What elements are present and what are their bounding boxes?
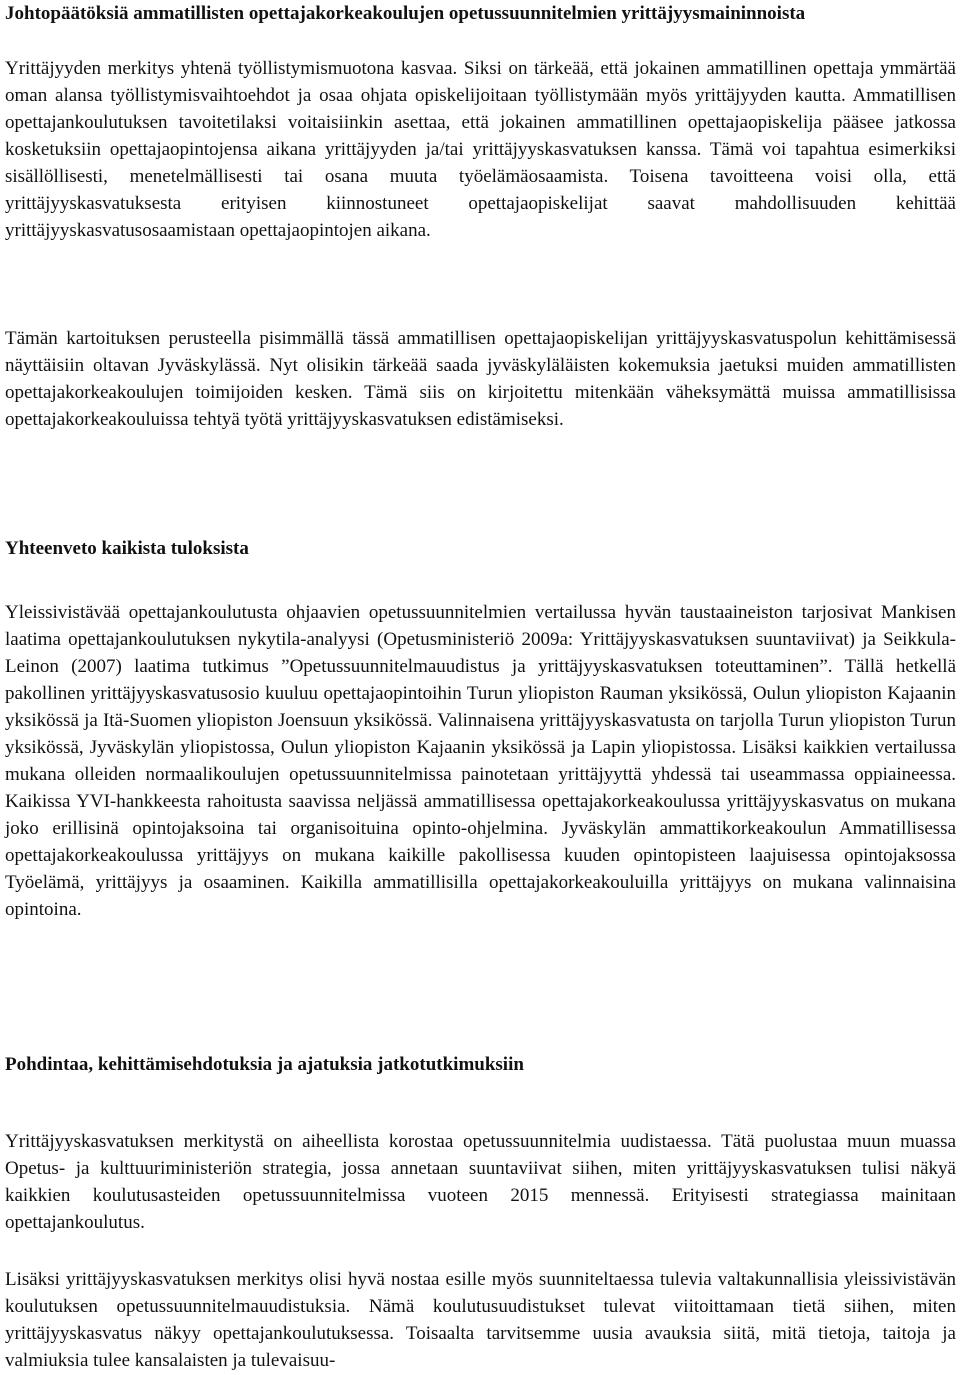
section-heading-discussion: Pohdintaa, kehittämisehdotuksia ja ajatuksia jatkotutkimuksiin: [5, 1054, 524, 1075]
paragraph-conclusions-2: Tämän kartoituksen perusteella pisimmällä tässä ammatillisen opettajaopiskelijan yrittäjyyskasvatuspolun kehittämisessä näyttäisiin oltavan Jyväskylässä. Nyt olisikin tärkeää saada jyväskyläläisten kokemuksia jaetuksi muiden ammatillisten opettajakorkeakoulujen toimijoiden kesken. Tämä siis on kirjoitettu mitenkään väheksymättä muissa ammatillisissa opettajakorkeakouluissa tehtyä työtä yrittäjyyskasvatuksen edistämiseksi.: [5, 328, 956, 430]
paragraph-discussion-2: Lisäksi yrittäjyyskasvatuksen merkitys olisi hyvä nostaa esille myös suunniteltaessa tulevia valtakunnallisia yleissivistävän koulutuksen opetussuunnitelmauudistuksia. Nämä koulutusuudistukset tulevat viitoittamaan tietä siihen, miten yrittäjyyskasvatus näkyy opettajankoulutuksessa. Toisaalta tarvitsemme uusia avauksia siitä, mitä tietoja, taitoja ja valmiuksia tulee kansalaisten ja tulevaisuu-: [5, 1269, 956, 1371]
paragraph-discussion-1: Yrittäjyyskasvatuksen merkitystä on aiheellista korostaa opetussuunnitelmia uudistaessa. Tätä puolustaa muun muassa Opetus- ja kulttuuriministeriön strategia, jossa annetaan suuntaviivat siihen, miten yrittäjyyskasvatuksen tulisi näkyä kaikkien koulutusasteiden opetussuunnitelmissa vuoteen 2015 mennessä. Erityisesti strategiassa mainitaan opettajankoulutus.: [5, 1131, 956, 1233]
section-heading-summary: Yhteenveto kaikista tuloksista: [5, 538, 249, 559]
paragraph-conclusions-1: Yrittäjyyden merkitys yhtenä työllistymismuotona kasvaa. Siksi on tärkeää, että jokainen ammatillinen opettaja ymmärtää oman alansa työllistymisvaihtoehdot ja osaa ohjata opiskelijoitaan työllistymään myös yrittäjyyden kautta. Ammatillisen opettajankoulutuksen tavoitetilaksi voitaisiinkin asettaa, että jokainen ammatillinen opettajaopiskelija pääsee jatkossa kosketuksiin opettajaopintojensa aikana yrittäjyyden ja/tai yrittäjyyskasvatuksen kanssa. Tämä voi tapahtua esimerkiksi sisällöllisesti, menetelmällisesti tai osana muuta työelämäosaamista. Toisena tavoitteena voisi olla, että yrittäjyyskasvatuksesta erityisen kiinnostuneet opettajaopiskelijat saavat mahdollisuuden kehittää yrittäjyyskasvatusosaamistaan opettajaopintojen aikana.: [5, 58, 956, 241]
paragraph-summary-1: Yleissivistävää opettajankoulutusta ohjaavien opetussuunnitelmien vertailussa hyvän taustaaineiston tarjosivat Mankisen laatima opettajankoulutuksen nykytila-analyysi (Opetusministeriö 2009a: Yrittäjyyskasvatuksen suuntaviivat) ja Seikkula-Leinon (2007) laatima tutkimus ”Opetussuunnitelmauudistus ja yrittäjyyskasvatuksen toteuttaminen”. Tällä hetkellä pakollinen yrittäjyyskasvatusosio kuuluu opettajaopintoihin Turun yliopiston Rauman yksikössä, Oulun yliopiston Kajaanin yksikössä ja Itä-Suomen yliopiston Joensuun yksikössä. Valinnaisena yrittäjyyskasvatusta on tarjolla Turun yliopiston Turun yksikössä, Jyväskylän yliopistossa, Oulun yliopiston Kajaanin yksikössä ja Lapin yliopistossa. Lisäksi kaikkien vertailussa mukana olleiden normaalikoulujen opetussuunnitelmissa painotetaan yrittäjyyttä yhdessä tai useammassa oppiaineessa. Kaikissa YVI-hankkeesta rahoitusta saavissa neljässä ammatillisessa opettajakorkeakoulussa yrittäjyyskasvatus on mukana joko erillisinä opintojaksoina tai organisoituina opinto-ohjelmina. Jyväskylän ammattikorkeakoulun Ammatillisessa opettajakorkeakoulussa yrittäjyys on mukana kaikille pakollisessa kuuden opintopisteen laajuisessa opintojaksossa Työelämä, yrittäjyys ja osaaminen. Kaikilla ammatillisilla opettajakorkeakouluilla yrittäjyys on mukana valinnaisina opintoina.: [5, 602, 956, 920]
section-heading-conclusions: Johtopäätöksiä ammatillisten opettajakorkeakoulujen opetussuunnitelmien yrittäjyysmaininnoista: [5, 3, 806, 24]
